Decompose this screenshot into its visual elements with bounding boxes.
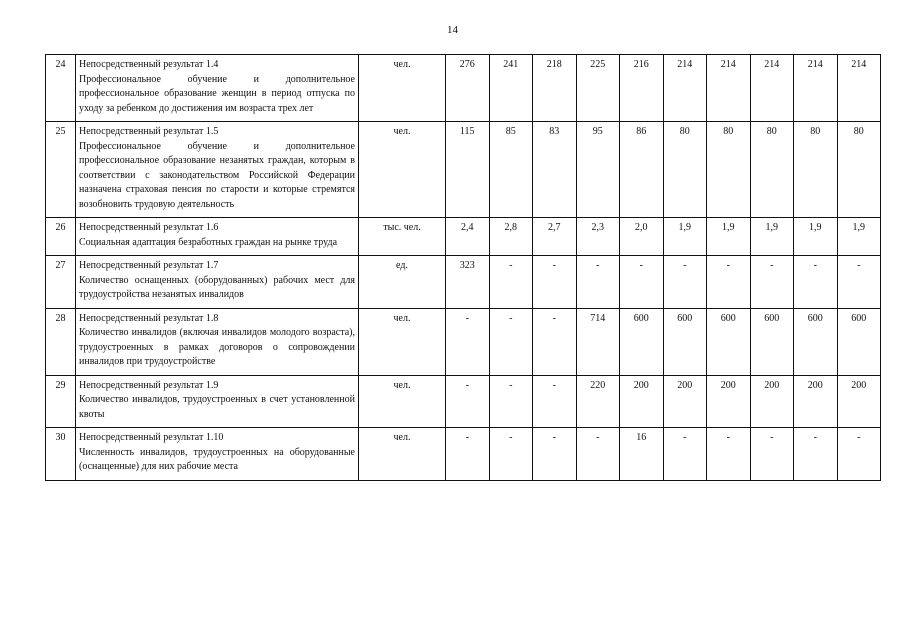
row-number: 27 (46, 256, 76, 309)
value-cell: 225 (576, 55, 620, 122)
unit-cell: тыс. чел. (359, 218, 446, 256)
value-cell: 95 (576, 122, 620, 218)
indicator-title: Непосредственный результат 1.5 (79, 126, 219, 137)
value-cell: - (794, 256, 838, 309)
page-number: 14 (447, 24, 458, 36)
value-cell: 80 (837, 122, 881, 218)
value-cell: 714 (576, 308, 620, 375)
value-cell: 600 (794, 308, 838, 375)
value-cell: 2,0 (620, 218, 664, 256)
value-cell: 214 (837, 55, 881, 122)
row-number: 29 (46, 375, 76, 428)
value-cell: 80 (663, 122, 707, 218)
value-cell: 1,9 (750, 218, 794, 256)
value-cell: - (489, 308, 533, 375)
value-cell: 200 (620, 375, 664, 428)
indicator-title: Непосредственный результат 1.4 (79, 59, 219, 70)
value-cell: 80 (750, 122, 794, 218)
indicator-cell (76, 375, 359, 428)
indicator-cell (76, 256, 359, 309)
indicator-title: Непосредственный результат 1.9 (79, 379, 219, 391)
unit-cell: ед. (359, 256, 446, 309)
indicator-description: Социальная адаптация безработных граждан на рынке труда (79, 236, 338, 248)
value-cell: 600 (707, 308, 751, 375)
value-cell: - (533, 375, 577, 428)
value-cell: - (533, 256, 577, 309)
value-cell: 16 (620, 428, 664, 481)
indicator-title: Непосредственный результат 1.7 (79, 260, 219, 271)
value-cell: - (489, 375, 533, 428)
table-row (46, 256, 881, 309)
indicator-description: Численность инвалидов, трудоустроенных на оборудованные (оснащенные) для них рабочие места (79, 446, 355, 472)
value-cell: - (533, 308, 577, 375)
value-cell: 214 (750, 55, 794, 122)
value-cell: 200 (707, 375, 751, 428)
value-cell: - (446, 375, 490, 428)
indicator-cell (76, 55, 359, 122)
value-cell: 600 (750, 308, 794, 375)
value-cell: - (707, 256, 751, 309)
table-row (46, 55, 881, 122)
value-cell: - (576, 428, 620, 481)
value-cell: 200 (663, 375, 707, 428)
indicator-description: Профессиональное обучение и дополнительное профессиональное образование незанятых граждан, которым в соответствии с законодательством Российской Федерации назначена страховая пенсия по старости и которые стремятся возобновить трудовую деятельность (79, 140, 355, 210)
value-cell: 1,9 (837, 218, 881, 256)
indicator-description: Количество оснащенных (оборудованных) рабочих мест для трудоустройства незанятых инвалидов (79, 274, 355, 300)
value-cell: 214 (707, 55, 751, 122)
table-row (46, 428, 881, 481)
indicator-description: Профессиональное обучение и дополнительное профессиональное образование женщин в период отпуска по уходу за ребенком до достижения им возраста трех лет (79, 73, 355, 114)
value-cell: 85 (489, 122, 533, 218)
row-number: 24 (46, 55, 76, 122)
value-cell: 220 (576, 375, 620, 428)
value-cell: 2,3 (576, 218, 620, 256)
indicator-cell (76, 428, 359, 481)
value-cell: 80 (794, 122, 838, 218)
value-cell: - (620, 256, 664, 309)
value-cell: 86 (620, 122, 664, 218)
value-cell: 323 (446, 256, 490, 309)
value-cell: - (837, 256, 881, 309)
value-cell: 1,9 (794, 218, 838, 256)
value-cell: - (794, 428, 838, 481)
indicator-description: Количество инвалидов (включая инвалидов молодого возраста), трудоустроенных в рамках договоров о сопровождении инвалидов при трудоустройстве (79, 327, 355, 367)
value-cell: 276 (446, 55, 490, 122)
results-table (45, 54, 881, 481)
indicator-cell (76, 218, 359, 256)
value-cell: - (663, 256, 707, 309)
indicator-title: Непосредственный результат 1.6 (79, 222, 219, 233)
value-cell: - (750, 256, 794, 309)
value-cell: 200 (794, 375, 838, 428)
value-cell: 218 (533, 55, 577, 122)
value-cell: 1,9 (663, 218, 707, 256)
value-cell: 600 (620, 308, 664, 375)
value-cell: 83 (533, 122, 577, 218)
value-cell: - (446, 428, 490, 481)
value-cell: 200 (750, 375, 794, 428)
table-row (46, 308, 881, 375)
indicator-title: Непосредственный результат 1.10 (79, 432, 224, 443)
row-number: 25 (46, 122, 76, 218)
value-cell: 115 (446, 122, 490, 218)
value-cell: 216 (620, 55, 664, 122)
value-cell: - (489, 428, 533, 481)
unit-cell: чел. (359, 428, 446, 481)
value-cell: - (750, 428, 794, 481)
value-cell: 2,4 (446, 218, 490, 256)
value-cell: - (446, 308, 490, 375)
value-cell: 241 (489, 55, 533, 122)
indicator-title: Непосредственный результат 1.8 (79, 312, 219, 324)
value-cell: - (663, 428, 707, 481)
unit-cell: чел. (359, 375, 446, 428)
row-number: 28 (46, 308, 76, 375)
row-number: 30 (46, 428, 76, 481)
value-cell: - (837, 428, 881, 481)
indicator-cell (76, 308, 359, 375)
table-body (46, 55, 881, 481)
value-cell: - (576, 256, 620, 309)
indicator-description: Количество инвалидов, трудоустроенных в счет установленной квоты (79, 394, 355, 420)
unit-cell: чел. (359, 55, 446, 122)
table-row (46, 122, 881, 218)
unit-cell: чел. (359, 122, 446, 218)
indicator-cell (76, 122, 359, 218)
value-cell: 214 (794, 55, 838, 122)
value-cell: 1,9 (707, 218, 751, 256)
row-number: 26 (46, 218, 76, 256)
unit-cell: чел. (359, 308, 446, 375)
value-cell: 200 (837, 375, 881, 428)
value-cell: 600 (663, 308, 707, 375)
value-cell: 600 (837, 308, 881, 375)
value-cell: - (707, 428, 751, 481)
value-cell: 2,7 (533, 218, 577, 256)
value-cell: - (489, 256, 533, 309)
value-cell: 214 (663, 55, 707, 122)
value-cell: - (533, 428, 577, 481)
table-row (46, 218, 881, 256)
value-cell: 80 (707, 122, 751, 218)
table-row (46, 375, 881, 428)
value-cell: 2,8 (489, 218, 533, 256)
